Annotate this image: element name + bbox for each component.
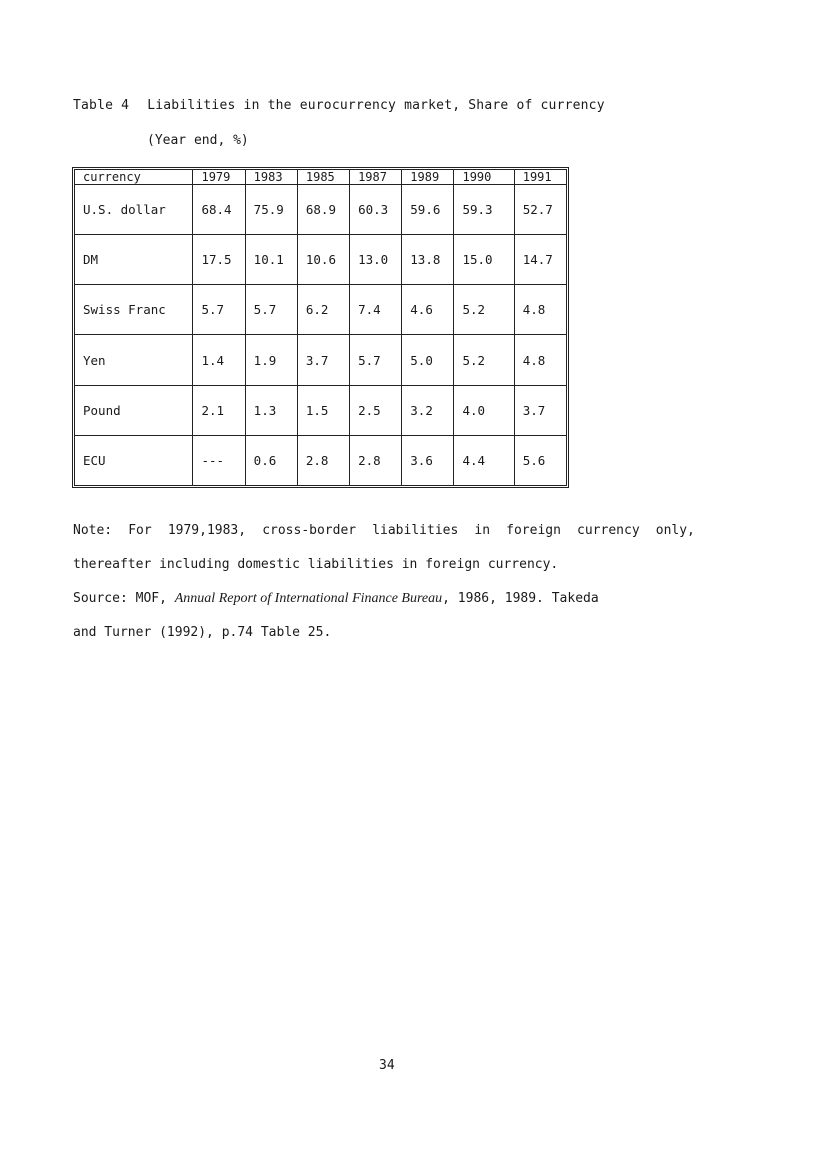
table-cell: 52.7 <box>514 185 566 235</box>
row-label: U.S. dollar <box>75 185 193 235</box>
header-cell: currency <box>75 170 193 185</box>
row-label: Swiss Franc <box>75 285 193 335</box>
row-label: ECU <box>75 435 193 485</box>
table-cell: 2.1 <box>193 385 245 435</box>
table-cell: --- <box>193 435 245 485</box>
table-caption <box>73 98 605 113</box>
table-cell: 5.6 <box>514 435 566 485</box>
table-cell: 68.9 <box>297 185 349 235</box>
table-cell: 5.7 <box>350 335 402 385</box>
table-cell: 17.5 <box>193 235 245 285</box>
source-line-1 <box>73 591 599 607</box>
table-cell: 1.3 <box>245 385 297 435</box>
table-cell: 15.0 <box>454 235 514 285</box>
table-cell: 13.8 <box>402 235 454 285</box>
table-cell: 1.5 <box>297 385 349 435</box>
table-row <box>75 335 567 385</box>
table-cell: 3.7 <box>514 385 566 435</box>
header-cell: 1990 <box>454 170 514 185</box>
header-cell: 1979 <box>193 170 245 185</box>
table-cell: 2.5 <box>350 385 402 435</box>
note-line-1 <box>73 523 695 538</box>
note-word: cross-border <box>262 523 357 538</box>
table-cell: 68.4 <box>193 185 245 235</box>
table-cell: 13.0 <box>350 235 402 285</box>
source-publication: Annual Report of International Finance Bureau <box>174 591 443 606</box>
data-table-frame <box>72 167 569 488</box>
source-prefix: Source: MOF, <box>73 591 175 606</box>
table-cell: 4.4 <box>454 435 514 485</box>
table-cell: 75.9 <box>245 185 297 235</box>
table-number: Table 4 <box>73 98 130 113</box>
table-cell: 59.3 <box>454 185 514 235</box>
table-row <box>75 285 567 335</box>
note-word: only, <box>655 523 695 538</box>
table-row <box>75 235 567 285</box>
table-title: Liabilities in the eurocurrency market, Share of currency <box>147 98 605 113</box>
table-header-row <box>75 170 567 185</box>
note-word: in <box>474 523 491 538</box>
table-cell: 5.0 <box>402 335 454 385</box>
note-word: currency <box>577 523 640 538</box>
table-row <box>75 435 567 485</box>
data-table <box>74 169 567 486</box>
table-cell: 4.8 <box>514 285 566 335</box>
row-label: Pound <box>75 385 193 435</box>
table-cell: 5.7 <box>245 285 297 335</box>
header-cell: 1991 <box>514 170 566 185</box>
table-cell: 3.7 <box>297 335 349 385</box>
table-cell: 1.4 <box>193 335 245 385</box>
page-number: 34 <box>379 1058 395 1073</box>
note-word: foreign <box>506 523 561 538</box>
table-cell: 60.3 <box>350 185 402 235</box>
note-line-2: thereafter including domestic liabilities in foreign currency. <box>73 557 559 572</box>
table-cell: 2.8 <box>297 435 349 485</box>
note-word: liabilities <box>372 523 459 538</box>
row-label: DM <box>75 235 193 285</box>
table-cell: 3.2 <box>402 385 454 435</box>
table-cell: 2.8 <box>350 435 402 485</box>
header-cell: 1987 <box>350 170 402 185</box>
table-cell: 4.8 <box>514 335 566 385</box>
table-cell: 6.2 <box>297 285 349 335</box>
table-cell: 5.7 <box>193 285 245 335</box>
table-cell: 1.9 <box>245 335 297 385</box>
table-cell: 59.6 <box>402 185 454 235</box>
table-cell: 3.6 <box>402 435 454 485</box>
table-cell: 10.6 <box>297 235 349 285</box>
table-cell: 10.1 <box>245 235 297 285</box>
note-word: For <box>128 523 152 538</box>
note-word: Note: <box>73 523 113 538</box>
header-cell: 1983 <box>245 170 297 185</box>
header-cell: 1985 <box>297 170 349 185</box>
source-suffix: , 1986, 1989. Takeda <box>442 591 599 606</box>
table-cell: 0.6 <box>245 435 297 485</box>
table-cell: 7.4 <box>350 285 402 335</box>
table-cell: 4.6 <box>402 285 454 335</box>
row-label: Yen <box>75 335 193 385</box>
table-cell: 4.0 <box>454 385 514 435</box>
table-row <box>75 185 567 235</box>
table-row <box>75 385 567 435</box>
table-cell: 5.2 <box>454 285 514 335</box>
table-cell: 14.7 <box>514 235 566 285</box>
table-cell: 5.2 <box>454 335 514 385</box>
header-cell: 1989 <box>402 170 454 185</box>
table-subtitle: (Year end, %) <box>147 133 249 148</box>
note-word: 1979,1983, <box>167 523 247 538</box>
source-line-2: and Turner (1992), p.74 Table 25. <box>73 625 332 640</box>
